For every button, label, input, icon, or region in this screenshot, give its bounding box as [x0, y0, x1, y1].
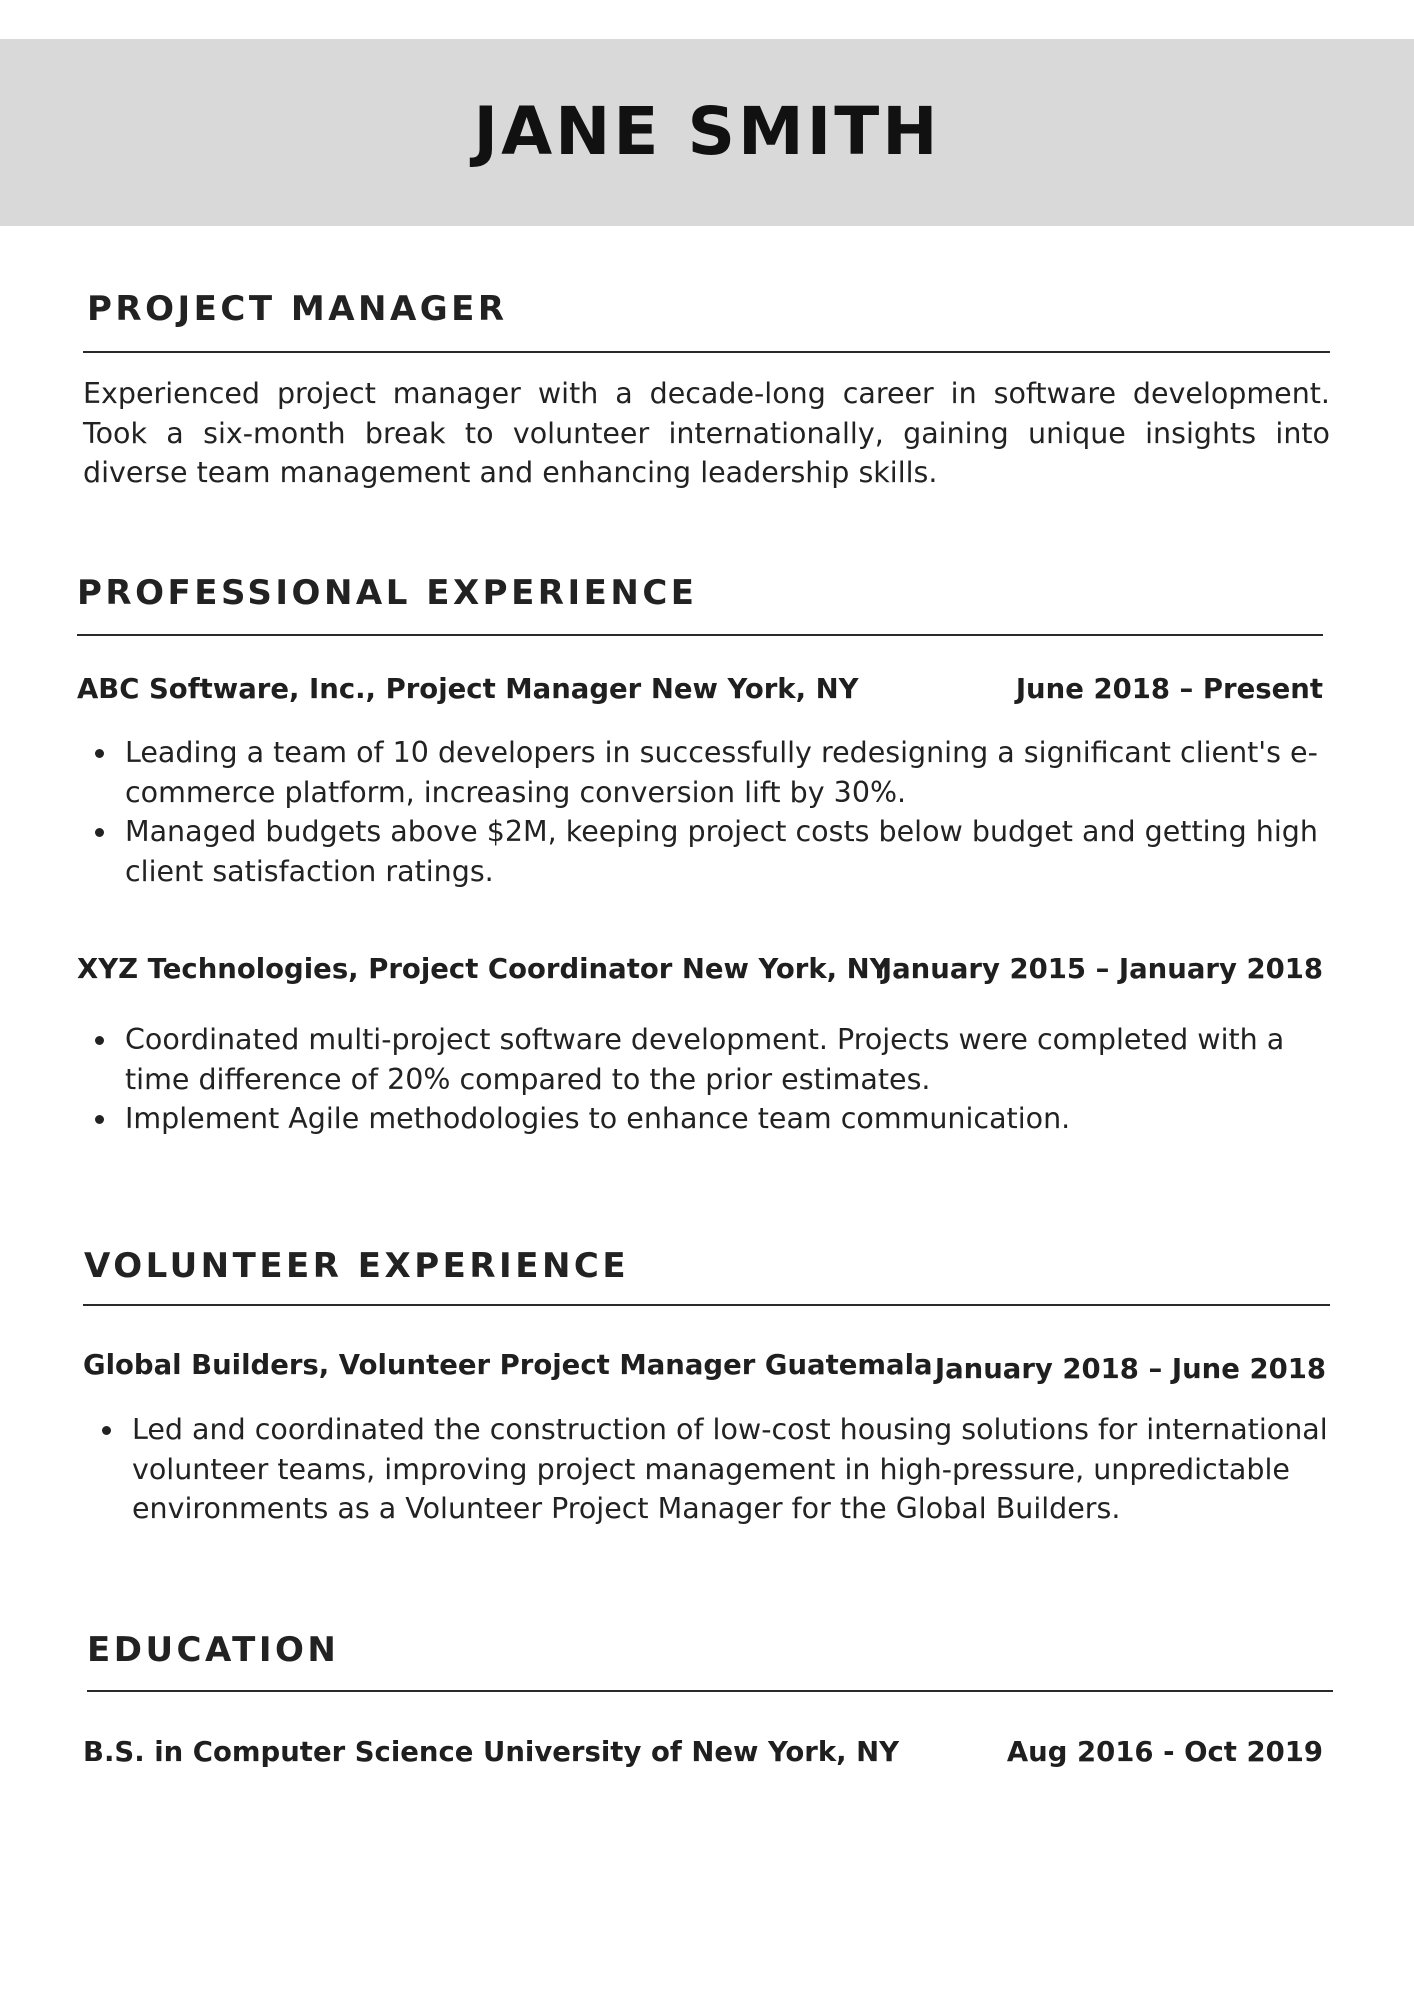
- list-item: [125, 812, 1325, 891]
- job-title-abc-software: ABC Software, Inc., Project Manager New York, NY: [77, 673, 859, 705]
- bullet-text: Leading a team of 10 developers in successfully redesigning a significant client's e-commerce platform, increasing conversion lift by 30%.: [125, 736, 1318, 809]
- job-dates-xyz-technologies: January 2015 – January 2018: [881, 953, 1323, 985]
- list-item: [125, 1020, 1325, 1099]
- bullet-text: Implement Agile methodologies to enhance team communication.: [125, 1102, 1071, 1135]
- bullet-text: Coordinated multi-project software development. Projects were completed with a time difference of 20% compared to the prior estimates.: [125, 1023, 1285, 1096]
- section-title-education: EDUCATION: [87, 1630, 340, 1670]
- bullet-icon: [95, 828, 104, 837]
- bullet-text: Managed budgets above $2M, keeping project costs below budget and getting high client satisfaction ratings.: [125, 815, 1318, 888]
- education-dates: Aug 2016 - Oct 2019: [1006, 1736, 1323, 1768]
- list-item: [132, 1410, 1332, 1529]
- job-title-xyz-technologies: XYZ Technologies, Project Coordinator New York, NY: [77, 953, 890, 985]
- section-divider: [87, 1690, 1333, 1692]
- bullet-text: Led and coordinated the construction of low-cost housing solutions for international volunteer teams, improving project management in high-pressure, unpredictable environments as a Volunteer Project Manager for the Global Builders.: [132, 1413, 1328, 1525]
- section-divider: [77, 634, 1323, 636]
- section-title-volunteer-experience: VOLUNTEER EXPERIENCE: [84, 1246, 630, 1286]
- candidate-name: JANE SMITH: [473, 93, 941, 170]
- bullet-icon: [95, 1115, 104, 1124]
- bullet-icon: [102, 1426, 111, 1435]
- job-bullets-xyz-technologies: [125, 1020, 1325, 1139]
- job-bullets-abc-software: [125, 733, 1325, 891]
- section-title-professional-experience: PROFESSIONAL EXPERIENCE: [77, 573, 698, 613]
- section-divider: [83, 351, 1330, 353]
- professional-summary: Experienced project manager with a decade-long career in software development. Took a six-month break to volunteer internationally, gaining unique insights into diverse team management and enhancing leadership skills.: [83, 377, 1330, 489]
- job-dates-global-builders: January 2018 – June 2018: [934, 1353, 1326, 1385]
- bullet-icon: [95, 1036, 104, 1045]
- section-divider: [83, 1304, 1330, 1306]
- job-title-global-builders: Global Builders, Volunteer Project Manager Guatemala: [83, 1349, 933, 1381]
- list-item: [125, 1099, 1325, 1139]
- job-dates-abc-software: June 2018 – Present: [1015, 673, 1323, 705]
- job-bullets-global-builders: [132, 1410, 1332, 1529]
- section-title-project-manager: PROJECT MANAGER: [87, 289, 508, 329]
- bullet-icon: [95, 749, 104, 758]
- education-degree: B.S. in Computer Science University of New York, NY: [83, 1736, 900, 1768]
- list-item: [125, 733, 1325, 812]
